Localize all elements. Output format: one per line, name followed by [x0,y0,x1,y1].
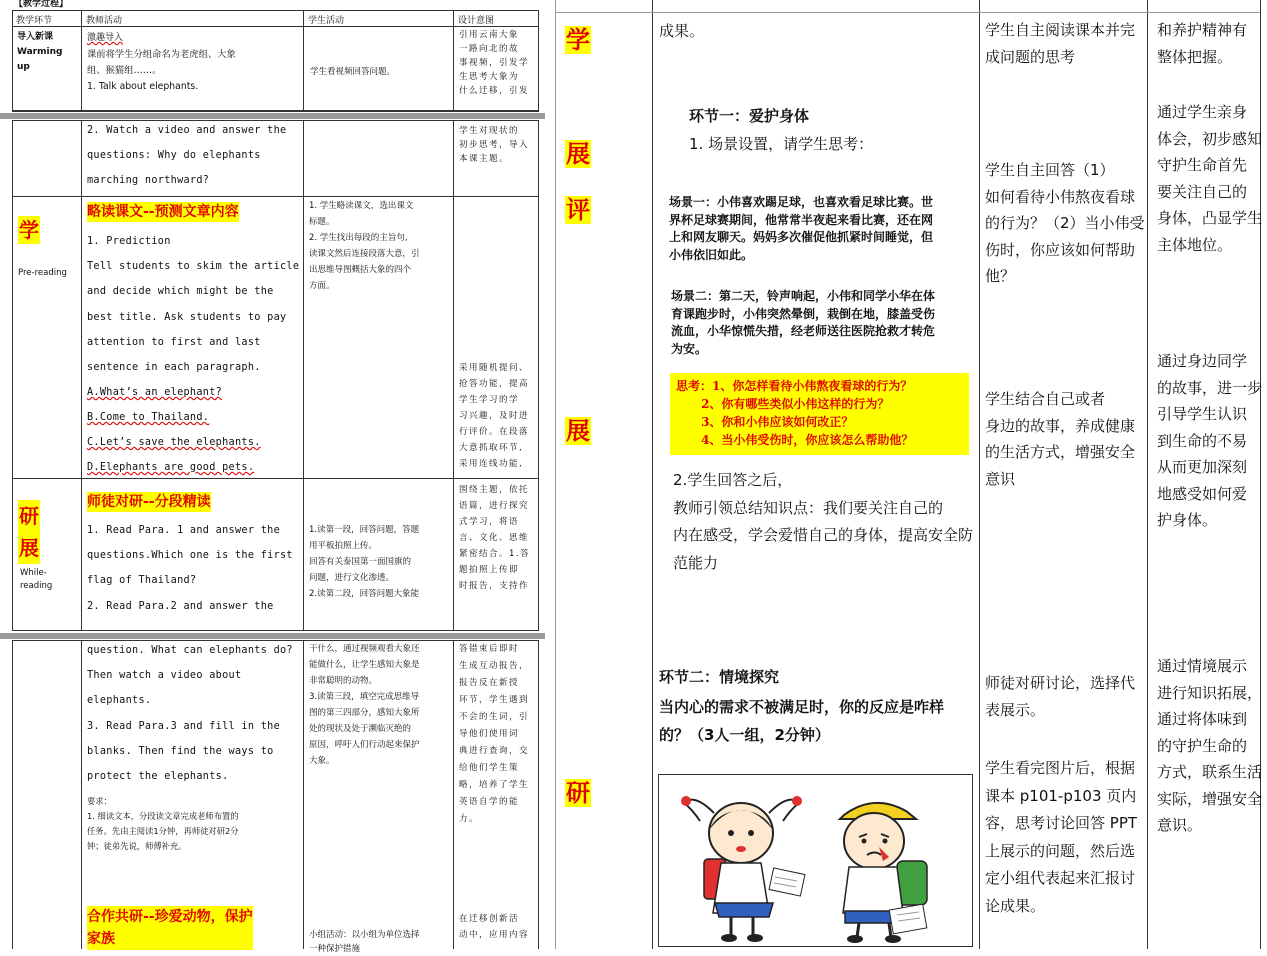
intent-right-3: 通过情境展示 进行知识拓展， 通过将体味到 的守护生命的 方式，联系生活 实际，增强安全 意识。 [1157,657,1263,834]
section2-question: 当内心的需求不被满足时，你的反应是咋样 的？（3人一组，2分钟） [659,698,945,744]
section-title-intensive: 师徒对研--分段精读 [87,494,211,510]
student-activity-6: 小组活动：以小组为单位选择 一种保护措施 [309,930,420,954]
intent-3: 采用随机提问、 抢答功能，提高 学生学习的学 习兴趣，及时进 行评价。在段落 大意抓取环节, 采用连线功能, [459,363,530,469]
section-label: 【教学过程】 [14,0,69,9]
teacher-activity-4: 1. Read Para. 1 and answer the questions.Which one is the first flag of Thailand? 2. Read Para.2 and answer the [87,525,293,612]
teacher-activity-1: 课前将学生分组命名为老虎组、大象 组、猴猫组……。 1. Talk about elephants. [87,49,236,92]
top-left-text: 成果。 [659,22,705,40]
side-char-xue: 学 [566,25,590,54]
scene-1: 场景一：小伟喜欢踢足球，也喜欢看足球比赛。世 界杯足球赛期间，他常常半夜起来看比赛，还在网 上和网友聊天。妈妈多次催促他抓紧时间睡觉，但 小伟依旧如此。 [669,195,934,262]
scene-2: 场景二：第二天，铃声响起，小伟和同学小华在体 育课跑步时，小伟突然晕倒，栽倒在地，膝盖受伤 流血，小华惊慌失措，经老师送往医院抢救才转危 为安。 [671,289,936,356]
side-char-yan: 研 [566,778,590,807]
header-phase: 教学环节 [16,16,53,26]
section-title-skim: 略读课文--预测文章内容 [87,204,239,220]
section1-title: 环节一：爱护身体 [689,107,810,125]
teacher-activity-5: question. What can elephants do? Then watch a video about elephants. 3. Read Para.3 and fill in the blanks. Then find the ways to protect the elephants. [87,645,293,783]
cartoon-children-icon [659,775,972,946]
teacher-activity-2: 2. Watch a video and answer the questions: Why do elephants marching northward? [87,125,287,187]
student-discussion: 师徒对研讨论，选择代 表展示。 [985,674,1136,719]
option-a: A.What’s an elephant? [87,387,223,398]
student-answer-1: 学生自主回答（1） 如何看待小伟熬夜看球 的行为？（2）当小伟受 伤时，你应该如何帮助 他？ [985,161,1145,285]
phase-pre-reading: Pre-reading [18,268,67,278]
section1-sub: 1. 场景设置，请学生思考： [689,135,874,153]
option-c: C.Let’s save the elephants. [87,437,261,448]
left-page [0,0,545,954]
top-mid-text: 学生自主阅读课本并完 成问题的思考 [985,21,1136,66]
option-b: B.Come to Thailand. [87,412,210,423]
teacher-activity-3: 1. Prediction Tell students to skim the article and decide which might be the best title. Ask students to pay attention to first and last sentence in each paragraph. [87,236,300,374]
side-char-zhan: 展 [566,139,590,168]
teacher-link: 激趣导入 [87,33,124,43]
header-teacher: 教师活动 [86,16,123,26]
student-picture-task: 学生看完图片后，根据 课本 p101-p103 页内 容，思考讨论回答 PPT 上展示的问题，然后选 定小组代表起来汇报讨 论成果。 [985,759,1138,915]
student-activity-5: 干什么，通过视频观看大象还 能做什么，让学生感知大象是 非常聪明的动物。 3.读第三段，填空完成思维导 图的第三四部分，感知大象所 处的现状及处于濒临灭绝的 原因，呼吁人们行动起来保护 大象。 [309,644,420,766]
teacher-summary: 2.学生回答之后， 教师引领总结知识点：我们要关注自己的 内在感受，学会爱惜自己的身体，提高安全防 范能力 [673,471,974,572]
side-char-zhan-2: 展 [566,416,590,445]
intent-6: 在迁移创新活 动中，应用内容 [459,914,530,940]
phase-char-xue: 学 [19,218,39,242]
intent-5: 答错束后即时 生成互动报告， 报告反在新授 环节，学生遇到 不会的生词，引 导他们使用词 典进行查询，交 给他们学生策 略，培养了学生 英语自学的能 力。 [459,644,530,824]
phase-warming-up: 导入新课 Warming up [17,32,63,72]
intent-right-1: 通过学生亲身 体会，初步感知 守护生命首先 要关注自己的 身体，凸显学生 主体地位。 [1157,103,1263,254]
top-right-text: 和养护精神有 整体把握。 [1157,21,1248,66]
phase-char-yan-zhan: 研 展 [18,500,40,564]
student-activity-4: 1.读第一段，回答问题，答题 用平板拍照上传。 回答有关泰国第一面国旗的 问题，进行文化渗透。 2.读第二段，回答问题大象能 [309,525,420,599]
teacher-requirement: 要求： 1. 细读文本，分段读文章完成老师布置的 任务。先由主阅读1分钟，再师徒对研2分 钟；徒弟先说，师傅补充。 [87,796,239,851]
student-activity-1: 学生看视频回答问题。 [310,67,396,77]
student-answer-2: 学生结合自己或者 身边的故事，养成健康 的生活方式，增强安全 意识 [985,390,1136,488]
intent-1: 引用云南大象 一路向北的故 事视频，引发学 生思考大象为 什么迁移，引发 [459,30,530,96]
think-questions: 思考：1、你怎样看待小伟熬夜看球的行为？ 2、你有哪些类似小伟这样的行为？ 3、你和小伟应该如何改正？ 4、当小伟受伤时，你应该怎么帮助他？ [676,379,914,447]
intent-right-2: 通过身边同学 的故事，进一步 引导学生认识 到生命的不易 从而更加深刻 地感受如何爱 护身体。 [1157,352,1263,529]
header-student: 学生活动 [308,16,345,26]
intent-4: 围绕主题，依托 语篇，进行探究 式学习，将语 言、文化、思维 紧密结合。1.答 题拍照上传即 时报告，支持作 [459,485,531,591]
intent-2: 学生对现状的 初步思考，导入 本课主题。 [459,126,530,164]
phase-while-reading: While- reading [20,568,53,591]
header-intent: 设计意图 [458,16,495,26]
side-char-ping: 评 [566,195,590,224]
section2-title: 环节二：情境探究 [659,668,780,686]
section-title-cooperate: 合作共研--珍爱动物，保护 家族 [87,906,253,950]
cartoon-illustration [658,774,973,947]
option-d: D.Elephants are good pets. [87,462,255,473]
student-activity-3: 1. 学生略读课文，选出课文 标题。 2. 学生找出每段的主旨句, 读课文然后连接段落大意，引 出思维导图概括大象的四个 方面。 [309,201,420,291]
